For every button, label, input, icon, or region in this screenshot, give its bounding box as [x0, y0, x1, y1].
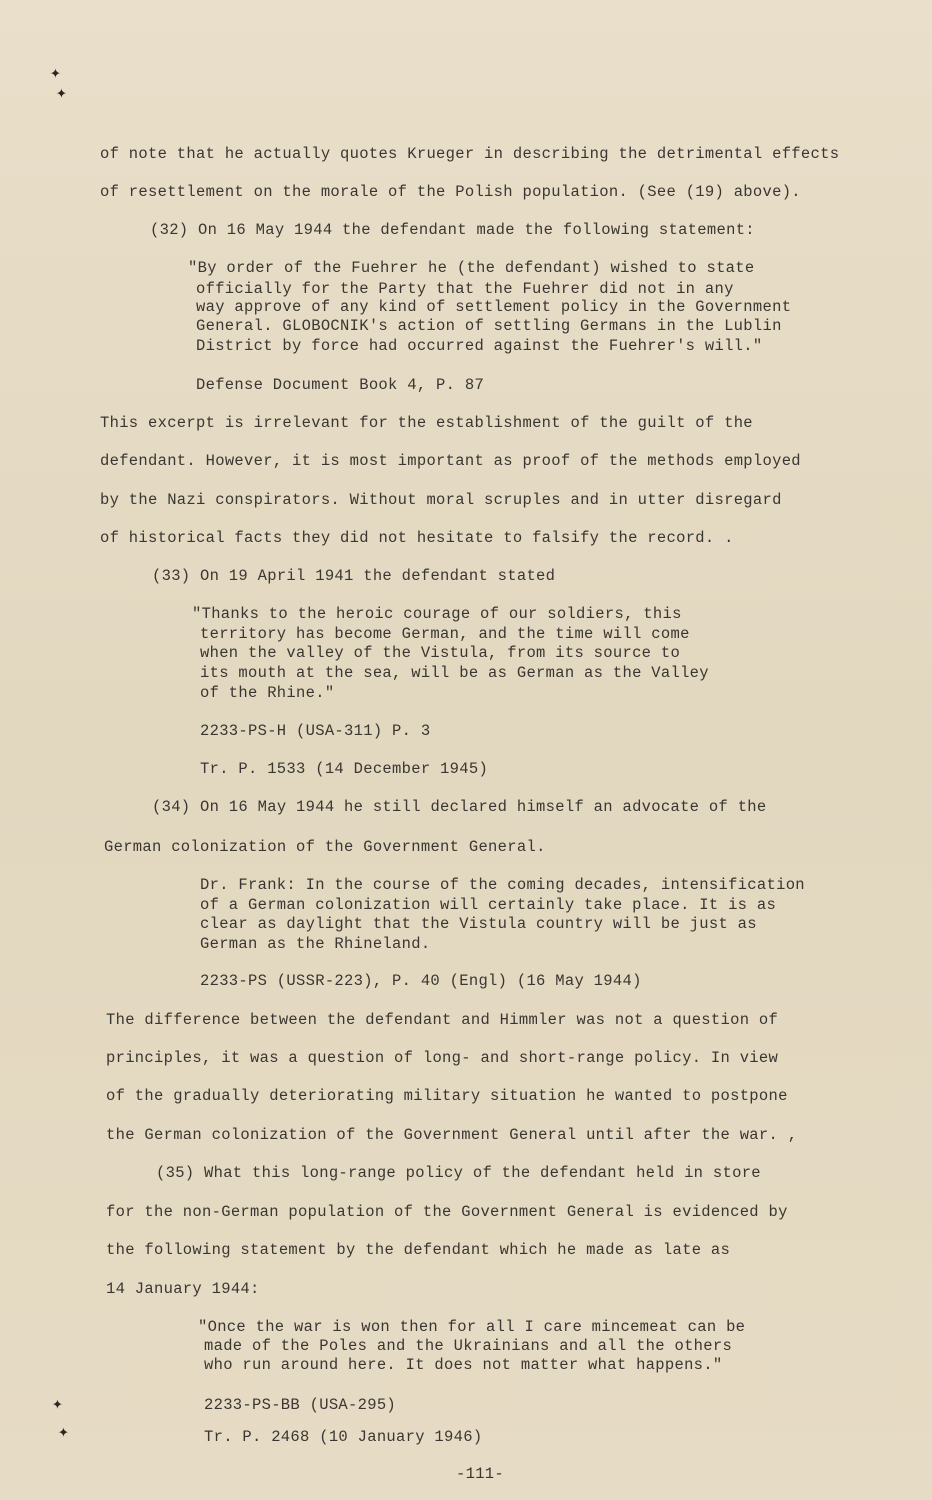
- commentary-line: This excerpt is irrelevant for the establishment of the guilt of the: [100, 414, 753, 432]
- body-line: for the non-German population of the Government General is evidenced by: [106, 1203, 788, 1221]
- continuation-line: of note that he actually quotes Krueger in describing the detrimental effects: [100, 145, 840, 163]
- quote-line: of the Rhine.": [200, 684, 335, 702]
- quote-line: its mouth at the sea, will be as German as the Valley: [200, 664, 709, 682]
- commentary-line: The difference between the defendant and Himmler was not a question of: [106, 1011, 779, 1029]
- continuation-line: of resettlement on the morale of the Polish population. (See (19) above).: [100, 183, 801, 201]
- page-number: -111-: [456, 1465, 505, 1483]
- quote-line: made of the Poles and the Ukrainians and all the others: [204, 1337, 733, 1355]
- quote-line: District by force had occurred against the Fuehrer's will.": [196, 337, 763, 355]
- quote-line: officially for the Party that the Fuehrer did not in any: [196, 280, 734, 298]
- citation: 2233-PS-BB (USA-295): [204, 1396, 397, 1414]
- paragraph-32-intro: (32) On 16 May 1944 the defendant made the following statement:: [150, 221, 755, 239]
- quote-line: territory has become German, and the time will come: [200, 625, 690, 643]
- quote-line: who run around here. It does not matter what happens.": [204, 1356, 723, 1374]
- commentary-line: of the gradually deteriorating military situation he wanted to postpone: [106, 1087, 788, 1105]
- paragraph-35-intro: (35) What this long-range policy of the defendant held in store: [156, 1164, 761, 1182]
- quote-line: clear as daylight that the Vistula country will be just as: [200, 915, 757, 933]
- document-page: ✦ ✦ ✦ ✦ of note that he actually quotes Krueger in describing the detrimental effects of resettlement on the morale of the Polish population. (See (19) above). (32) On 16 May 1944 the defendant made the following statement: "By order of the Fuehrer he (the defendant) wished to state officially for the Party that the Fuehrer did not in any way approve of any kind of settlement policy in the Government General. GLOBOCNIK's action of settling Germans in the Lublin District by force had occurred against the Fuehrer's will." Defense Document Book 4, P. 87 This excerpt is irrelevant for the establishment of the guilt of the defendant. However, it is most important as proof of the methods employed by the Nazi conspirators. Without moral scruples and in utter disregard of historical facts they did not hesitate to falsify the record. . (33) On 19 April 1941 the defendant stated "Thanks to the heroic courage of our soldiers, this territory has become German, and the time will come when the valley of the Vistula, from its source to its mouth at the sea, will be as German as the Valley of the Rhine." 2233-PS-H (USA-311) P. 3 Tr. P. 1533 (14 December 1945) (34) On 16 May 1944 he still declared himself an advocate of the German colonization of the Government General. Dr. Frank: In the course of the coming decades, intensification of a German colonization will certainly take place. It is as clear as daylight that the Vistula country will be just as German as the Rhineland. 2233-PS (USSR-223), P. 40 (Engl) (16 May 1944) The difference between the defendant and Himmler was not a question of principles, it was a question of long- and short-range policy. In view of the gradually deteriorating military situation he wanted to postpone the German colonization of the Government General until after the war. , (35) What this long-range policy of the defendant held in store for the non-German population of the Government General is evidenced by the following statement by the defendant which he made as late as 14 January 1944: "Once the war is won then for all I care mincemeat can be made of the Poles and the Ukrainians and all the others who run around here. It does not matter what happens." 2233-PS-BB (USA-295) Tr. P. 2468 (10 January 1946) -111-: [0, 0, 932, 1500]
- paragraph-34-intro-continued: German colonization of the Government General.: [104, 838, 546, 856]
- citation: Defense Document Book 4, P. 87: [196, 376, 485, 394]
- quote-line: General. GLOBOCNIK's action of settling Germans in the Lublin: [196, 317, 782, 335]
- commentary-line: principles, it was a question of long- and short-range policy. In view: [106, 1049, 779, 1067]
- commentary-line: of historical facts they did not hesitate to falsify the record. .: [100, 529, 734, 547]
- citation: Tr. P. 1533 (14 December 1945): [200, 760, 489, 778]
- quote-line: "By order of the Fuehrer he (the defendant) wished to state: [188, 259, 755, 277]
- quote-line: "Once the war is won then for all I care mincemeat can be: [198, 1318, 746, 1336]
- quote-line: Dr. Frank: In the course of the coming decades, intensification: [200, 876, 805, 894]
- body-line: 14 January 1944:: [106, 1280, 260, 1298]
- citation: 2233-PS (USSR-223), P. 40 (Engl) (16 May 1944): [200, 972, 642, 990]
- quote-line: way approve of any kind of settlement policy in the Government: [196, 298, 792, 316]
- commentary-line: defendant. However, it is most important as proof of the methods employed: [100, 452, 801, 470]
- quote-line: German as the Rhineland.: [200, 935, 431, 953]
- citation: 2233-PS-H (USA-311) P. 3: [200, 722, 431, 740]
- quote-line: of a German colonization will certainly take place. It is as: [200, 896, 777, 914]
- quote-line: when the valley of the Vistula, from its source to: [200, 644, 681, 662]
- quote-line: "Thanks to the heroic courage of our soldiers, this: [192, 605, 682, 623]
- commentary-line: the German colonization of the Government General until after the war. ,: [106, 1126, 798, 1144]
- paragraph-34-intro: (34) On 16 May 1944 he still declared himself an advocate of the: [152, 798, 767, 816]
- citation: Tr. P. 2468 (10 January 1946): [204, 1428, 483, 1446]
- body-line: the following statement by the defendant which he made as late as: [106, 1241, 731, 1259]
- commentary-line: by the Nazi conspirators. Without moral scruples and in utter disregard: [100, 491, 782, 509]
- paragraph-33-intro: (33) On 19 April 1941 the defendant stated: [152, 567, 556, 585]
